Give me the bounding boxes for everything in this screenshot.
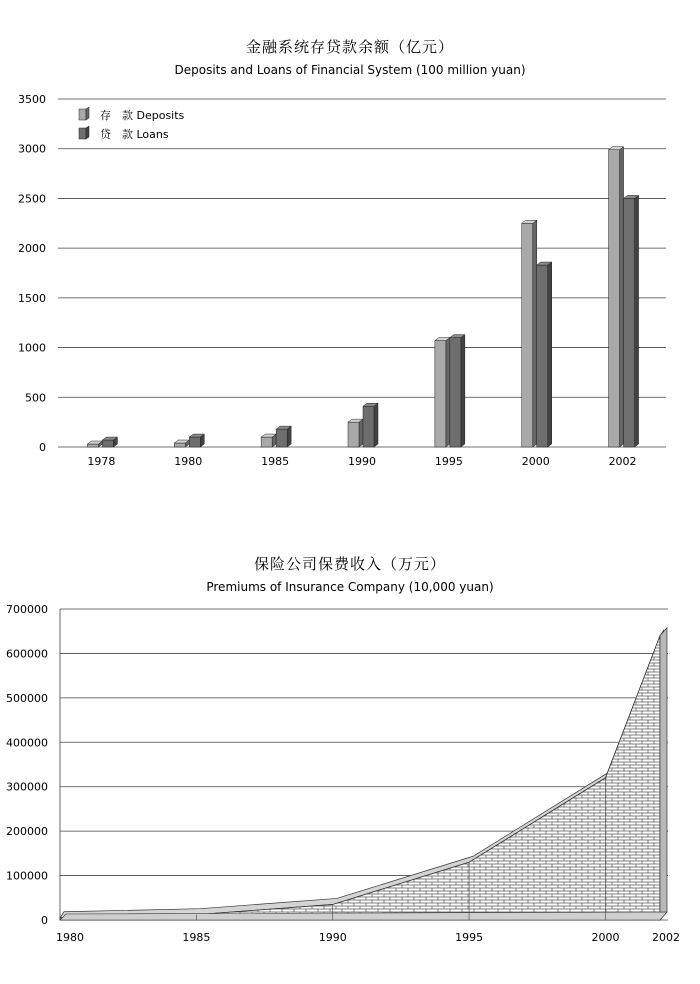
y-tick-label: 600000 xyxy=(6,647,48,661)
y-tick-label: 200000 xyxy=(6,825,48,839)
x-tick-label: 1990 xyxy=(318,931,347,944)
bar xyxy=(609,150,620,447)
y-tick-label: 500000 xyxy=(6,691,48,705)
bar xyxy=(624,198,635,447)
y-tick-label: 2000 xyxy=(18,242,46,256)
chart2-subtitle: Premiums of Insurance Company (10,000 yuan) xyxy=(206,580,494,594)
bar-side xyxy=(461,335,465,447)
x-tick-label: 1990 xyxy=(348,455,376,468)
bar-side xyxy=(287,426,291,447)
y-tick-label: 3500 xyxy=(18,93,46,106)
y-tick-label: 100000 xyxy=(6,869,48,883)
legend-label: 贷 款 Loans xyxy=(100,128,169,141)
bar xyxy=(102,440,113,447)
bar-chart xyxy=(18,93,666,468)
bar-side xyxy=(620,147,624,447)
bar-side xyxy=(548,262,552,447)
y-tick-label: 300000 xyxy=(6,780,48,794)
x-tick-label: 2002 xyxy=(608,455,637,468)
x-tick-label: 2000 xyxy=(521,455,550,468)
x-tick-label: 1978 xyxy=(87,455,116,468)
y-tick-label: 700000 xyxy=(6,603,48,616)
x-tick-label: 1985 xyxy=(261,455,290,468)
legend-label: 存 款 Deposits xyxy=(100,109,185,122)
chart1-subtitle: Deposits and Loans of Financial System (100 million yuan) xyxy=(174,63,526,77)
bar xyxy=(522,223,533,447)
x-tick-label: 1985 xyxy=(182,931,211,944)
bar xyxy=(87,444,98,447)
area-end-face xyxy=(660,628,667,920)
bar xyxy=(174,443,185,447)
bar xyxy=(435,341,446,447)
bar xyxy=(261,437,272,447)
bar xyxy=(189,437,200,447)
bar-side xyxy=(635,195,639,447)
legend-swatch xyxy=(79,128,86,139)
legend-swatch xyxy=(79,109,86,120)
x-tick-label: 1995 xyxy=(455,931,484,944)
y-tick-label: 1500 xyxy=(18,291,46,305)
x-tick-label: 1995 xyxy=(434,455,463,468)
y-tick-label: 0 xyxy=(41,914,48,927)
bar-side xyxy=(446,338,450,447)
y-tick-label: 1000 xyxy=(18,341,46,355)
bar xyxy=(450,338,461,447)
legend-swatch-side xyxy=(86,126,89,139)
y-tick-label: 400000 xyxy=(6,736,48,750)
area-chart xyxy=(6,603,680,944)
chart2-title: 保险公司保费收入（万元） xyxy=(253,555,446,573)
x-tick-label: 2002 xyxy=(652,931,680,944)
x-tick-label: 1980 xyxy=(56,931,84,944)
bar xyxy=(363,406,374,447)
bar-side xyxy=(374,403,378,447)
bar xyxy=(537,265,548,447)
chart1-title: 金融系统存贷款余额（亿元） xyxy=(245,38,454,56)
y-tick-label: 3000 xyxy=(18,142,46,156)
y-tick-label: 0 xyxy=(39,441,46,454)
x-tick-label: 1980 xyxy=(174,455,203,468)
bar xyxy=(348,422,359,447)
area-fill xyxy=(60,636,660,920)
bar xyxy=(276,429,287,447)
legend-swatch-side xyxy=(86,107,89,120)
bar-side xyxy=(359,419,363,447)
y-tick-label: 2500 xyxy=(18,192,46,206)
x-tick-label: 2000 xyxy=(591,931,620,944)
bar-side xyxy=(533,220,537,447)
y-tick-label: 500 xyxy=(25,391,46,405)
